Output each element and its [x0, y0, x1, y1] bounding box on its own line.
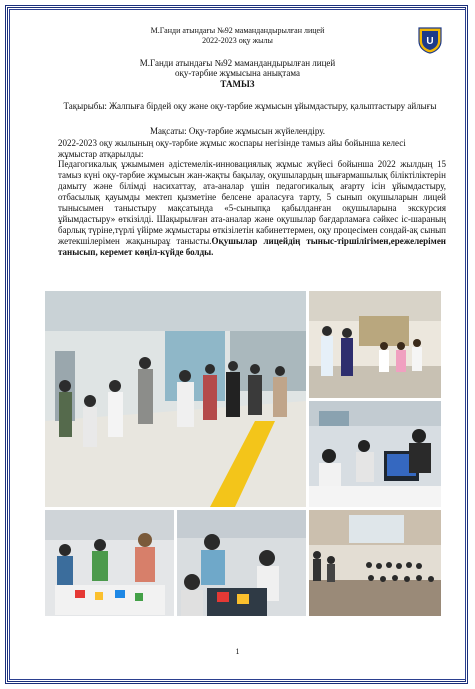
doc-topic: Тақырыбы: Жалпыға бірдей оқу және оқу-тәрбие жұмысын ұйымдастыру, қалыптастыру айлығы: [63, 101, 437, 111]
doc-intro: 2022-2023 оқу жылының оқу-тәрбие жұмыс жоспары негізінде тамыз айы бойынша келесі жұмыстар атқарылды:: [58, 138, 406, 159]
header-school-name: М.Ганди атындағы №92 мамандандырылған лицей: [150, 26, 325, 35]
photo-girls-with-teacher: [309, 291, 441, 398]
page-number: 1: [235, 647, 240, 656]
doc-title-school: М.Ганди атындағы №92 мамандандырылған лицей: [139, 58, 336, 68]
doc-body-main: Педагогикалық ұжымымен әдістемелік-инновациялық жұмыс жүйесі бойынша 2022 жылдың 15 тамыз күні оқу-тәрбие жұмысын жан-жақты бақылау, оқушылардың шығармашылық біліктіліктерін дамыту және білімді насихаттау, ата-аналар үшін педагогикалық ағарту ісін ұйымдастыру, отбасылық қауымды мектеп қызметіне белсене араласуға тарту, 5 сынып оқушыларын лицей тынысымен таныстыру мақсатында «5-сыныпқа қабылданған оқушыларына экскурсия ұйымдастыру» өткізілді. Шақырылған ата-аналар және оқушылар бағдарламаға сәйкес іс-шараның барлық түріне,түрлі үйірме жұмыстары өткізілетін кабинеттермен, оқу процесімен сондай-ақ сынып жетекшілерімен жақыныраұ танысты.: [58, 159, 446, 246]
doc-title-subject: оқу-тәрбие жұмысына анықтама: [175, 68, 300, 78]
photo-boys-robot-table: [177, 510, 306, 616]
doc-title-month: ТАМЫЗ: [220, 79, 255, 89]
doc-body-bold: Оқушылар лицейдің тыныс-тіршілігімен,ережелерімен танысып, керемет көңіл-күйде болды.: [58, 236, 446, 257]
school-shield-logo-icon: [417, 26, 443, 54]
logo-letter: U: [426, 36, 434, 47]
photo-assembly-hall: [309, 510, 441, 616]
photo-robotics-lego: [45, 510, 174, 616]
photo-computer-class: [309, 401, 441, 507]
header-school-year: 2022-2023 оқу жылы: [202, 36, 273, 45]
doc-aim: Мақсаты: Оқу-тәрбие жұмысын жүйелендіру.: [149, 126, 326, 136]
doc-body: [58, 159, 446, 258]
photo-school-tour-corridor: [45, 291, 306, 507]
